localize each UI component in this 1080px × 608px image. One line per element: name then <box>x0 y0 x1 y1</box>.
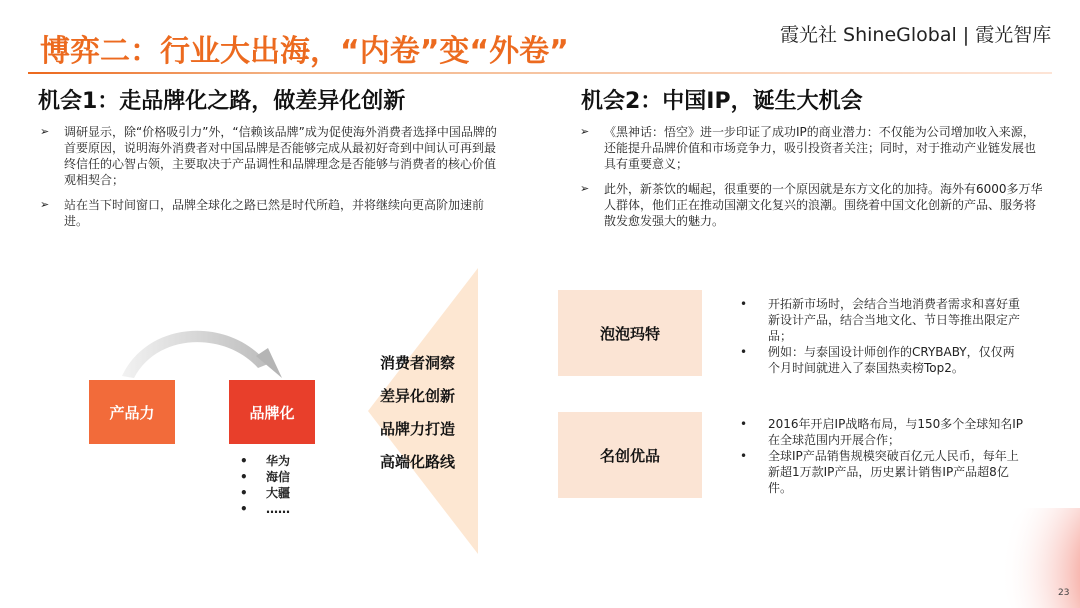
triangle-item-brand-building: 品牌力打造 <box>380 420 456 438</box>
brand-example-item: • 海信 <box>240 470 291 484</box>
triangle-item-consumer-insight: 消费者洞察 <box>380 354 456 372</box>
left-bullet-item <box>40 124 502 188</box>
left-heading: 机会1：走品牌化之路，做差异化创新 <box>38 89 406 114</box>
brand-example-item: • 大疆 <box>240 486 291 500</box>
page-number: 23 <box>1058 588 1070 598</box>
right-bullet-list <box>580 124 1044 238</box>
arrow-bullet-icon: ➢ <box>40 198 50 211</box>
curved-arrow-icon <box>118 326 288 382</box>
miniso-point: • 全球IP产品销售规模突破百亿元人民币，每年上新超1万款IP产品，历史累计销售IP产品超8亿件。 <box>740 449 1019 495</box>
card-popmart: 泡泡玛特 <box>558 290 702 376</box>
card-miniso: 名创优品 <box>558 412 702 498</box>
miniso-point: • 2016年开启IP战略布局，与150多个全球知名IP在全球范围内开展合作； <box>740 417 1023 447</box>
left-bullet-text: 站在当下时间窗口，品牌全球化之路已然是时代所趋，并将继续向更高阶加速前进。 <box>64 198 485 228</box>
right-bullet-item <box>580 181 1044 229</box>
brand-example-item: • 华为 <box>240 454 291 468</box>
left-bullet-text: 调研显示，除“价格吸引力”外，“信赖该品牌”成为促使海外消费者选择中国品牌的首要原因，说明海外消费者对中国品牌是否能够完成从最初好奇到中间认可再到最终信任的心智占领，主要取决于产品调性和品牌理念是否能够与消费者的核心价值观相契合； <box>64 125 497 187</box>
brand-logo-text: 霞光社 ShineGlobal | 霞光智库 <box>780 24 1052 46</box>
left-bullet-item <box>40 197 502 229</box>
triangle-item-premium-route: 高端化路线 <box>380 453 456 471</box>
arrow-bullet-icon: ➢ <box>40 125 50 138</box>
right-bullet-text: 《黑神话：悟空》进一步印证了成功IP的商业潜力：不仅能为公司增加收入来源，还能提升品牌价值和市场竞争力，吸引投资者关注；同时，对于推动产业链发展也具有重要意义； <box>604 125 1037 171</box>
popmart-point: • 开拓新市场时，会结合当地消费者需求和喜好重新设计产品，结合当地文化、节日等推出限定产品； <box>740 297 1021 343</box>
slide-title: 博弈二：行业大出海，“内卷”变“外卷” <box>40 34 569 69</box>
popmart-point-list <box>740 296 1025 376</box>
triangle-item-differentiation: 差异化创新 <box>380 387 456 405</box>
brand-example-list <box>236 453 290 517</box>
product-power-box: 产品力 <box>89 380 175 444</box>
left-bullet-list <box>40 124 502 238</box>
popmart-point: • 例如：与泰国设计师创作的CRYBABY，仅仅两个月时间就进入了泰国热卖榜Top2。 <box>740 345 1015 375</box>
right-bullet-text: 此外，新茶饮的崛起，很重要的一个原因就是东方文化的加持。海外有6000多万华人群体，他们正在推动国潮文化复兴的浪潮。围绕着中国文化创新的产品、服务将散发愈发强大的魅力。 <box>604 182 1043 228</box>
branding-box: 品牌化 <box>229 380 315 444</box>
title-divider <box>28 72 1052 74</box>
arrow-bullet-icon: ➢ <box>580 182 590 195</box>
right-bullet-item <box>580 124 1044 172</box>
right-heading: 机会2：中国IP，诞生大机会 <box>581 89 863 114</box>
brand-example-item: • …… <box>240 502 290 516</box>
arrow-bullet-icon: ➢ <box>580 125 590 138</box>
miniso-point-list <box>740 416 1025 496</box>
triangle-shape <box>368 268 480 554</box>
